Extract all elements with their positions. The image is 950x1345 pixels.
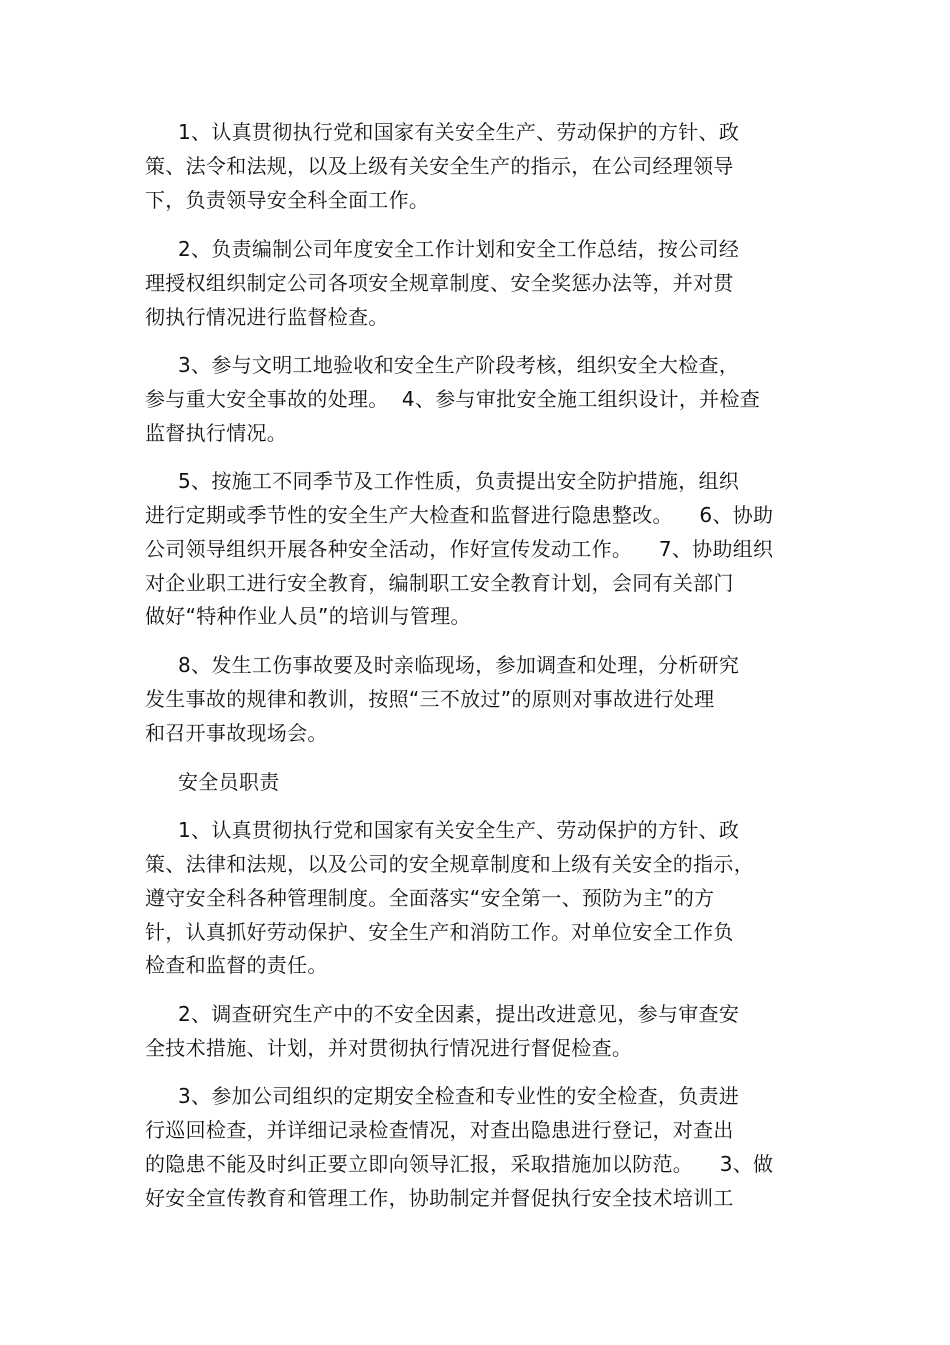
paragraph-2-line-1: 2、负责编制公司年度安全工作计划和安全工作总结，按公司经 — [178, 237, 740, 261]
paragraph-3-line-1: 3、参与文明工地验收和安全生产阶段考核，组织安全大检查， — [178, 353, 740, 377]
paragraph-8-line-4: 好安全宣传教育和管理工作，协助制定并督促执行安全技术培训工 — [145, 1186, 734, 1210]
paragraph-1-line-2: 策、法令和法规，以及上级有关安全生产的指示，在公司经理领导 — [145, 154, 734, 178]
paragraph-6-line-2: 策、法律和法规，以及公司的安全规章制度和上级有关安全的指示， — [145, 852, 754, 876]
paragraph-5-line-2: 发生事故的规律和教训，按照“三不放过”的原则对事故进行处理 — [145, 687, 715, 711]
paragraph-8-line-2: 行巡回检查，并详细记录检查情况，对查出隐患进行登记，对查出 — [145, 1118, 734, 1142]
paragraph-2-line-2: 理授权组织制定公司各项安全规章制度、安全奖惩办法等，并对贯 — [145, 271, 734, 295]
paragraph-4-line-2: 进行定期或季节性的安全生产大检查和监督进行隐患整改。 6、协助 — [145, 503, 774, 527]
paragraph-8-line-3: 的隐患不能及时纠正要立即向领导汇报，采取措施加以防范。 3、做 — [145, 1152, 774, 1176]
paragraph-1-line-3: 下，负责领导安全科全面工作。 — [145, 188, 430, 212]
paragraph-4-line-4: 对企业职工进行安全教育，编制职工安全教育计划，会同有关部门 — [145, 571, 734, 595]
paragraph-8-line-1: 3、参加公司组织的定期安全检查和专业性的安全检查，负责进 — [178, 1084, 740, 1108]
paragraph-6-line-4: 针，认真抓好劳动保护、安全生产和消防工作。对单位安全工作负 — [145, 920, 734, 944]
paragraph-6-line-5: 检查和监督的责任。 — [145, 953, 328, 977]
paragraph-4-line-5: 做好“特种作业人员”的培训与管理。 — [145, 604, 471, 628]
paragraph-2-line-3: 彻执行情况进行监督检查。 — [145, 305, 389, 329]
paragraph-5-line-1: 8、发生工伤事故要及时亲临现场，参加调查和处理，分析研究 — [178, 653, 740, 677]
paragraph-4-line-3: 公司领导组织开展各种安全活动，作好宣传发动工作。 7、协助组织 — [145, 537, 774, 561]
paragraph-3-line-2: 参与重大安全事故的处理。 4、参与审批安全施工组织设计，并检查 — [145, 387, 761, 411]
section-heading-text: 安全员职责 — [178, 770, 280, 794]
paragraph-3-line-3: 监督执行情况。 — [145, 421, 288, 445]
paragraph-7-line-1: 2、调查研究生产中的不安全因素，提出改进意见，参与审查安 — [178, 1002, 740, 1026]
paragraph-5-line-3: 和召开事故现场会。 — [145, 721, 328, 745]
paragraph-7-line-2: 全技术措施、计划，并对贯彻执行情况进行督促检查。 — [145, 1036, 633, 1060]
paragraph-4-line-1: 5、按施工不同季节及工作性质，负责提出安全防护措施，组织 — [178, 469, 740, 493]
paragraph-1-line-1: 1、认真贯彻执行党和国家有关安全生产、劳动保护的方针、政 — [178, 120, 740, 144]
paragraph-6-line-1: 1、认真贯彻执行党和国家有关安全生产、劳动保护的方针、政 — [178, 818, 740, 842]
paragraph-6-line-3: 遵守安全科各种管理制度。全面落实“安全第一、预防为主”的方 — [145, 886, 715, 910]
